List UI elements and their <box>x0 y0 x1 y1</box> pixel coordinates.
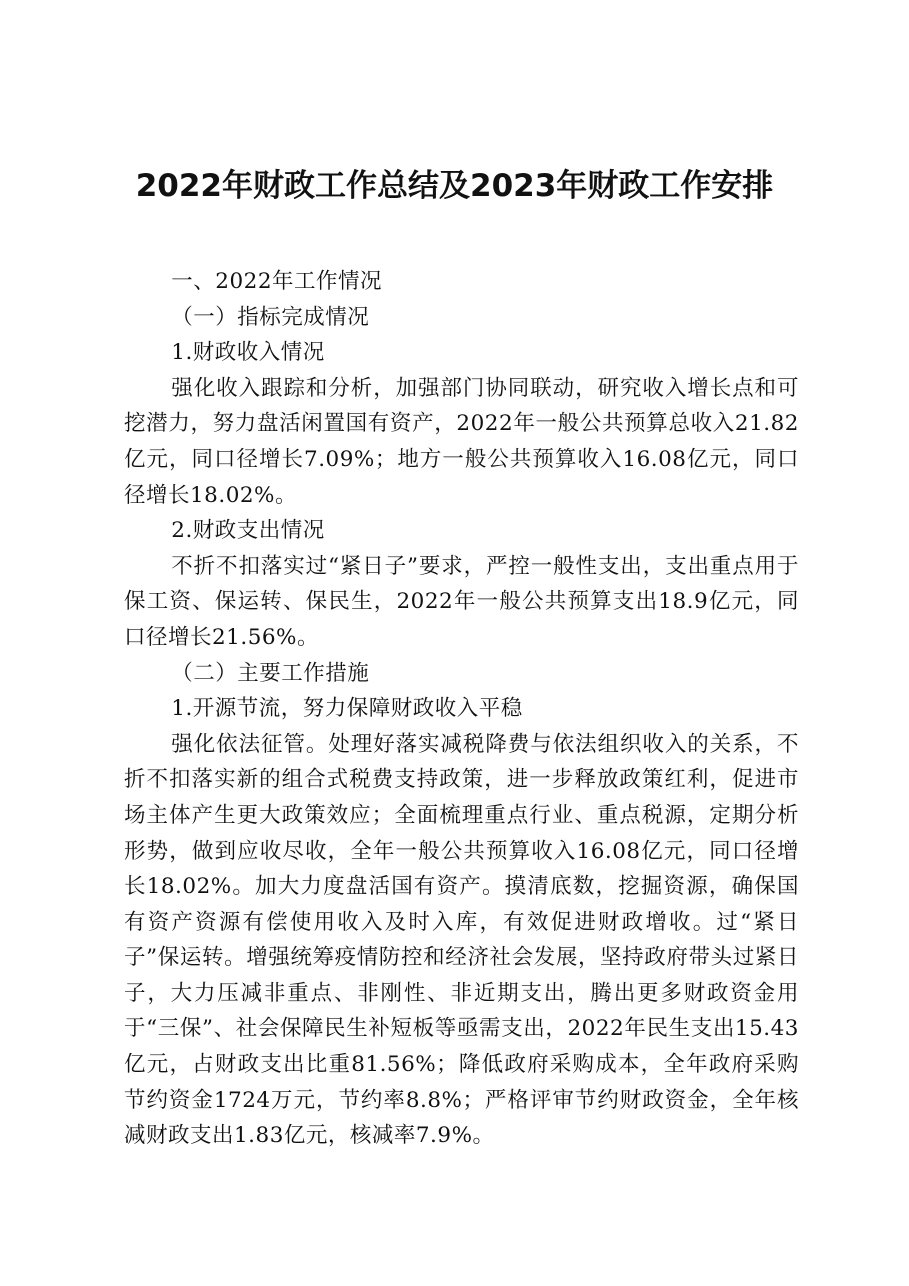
body-paragraph: 强化依法征管。处理好落实减税降费与依法组织收入的关系，不折不扣落实新的组合式税费支持政策，进一步释放政策红利，促进市场主体产生更大政策效应；全面梳理重点行业、重点税源，定期分析形势，做到应收尽收，全年一般公共预算收入16.08亿元，同口径增长18.02%。加大力度盘活国有资产。摸清底数，挖掘资源，确保国有资产资源有偿使用收入及时入库，有效促进财政增收。过“紧日子”保运转。增强统筹疫情防控和经济社会发展，坚持政府带头过紧日子，大力压减非重点、非刚性、非近期支出，腾出更多财政资金用于“三保”、社会保障民生补短板等亟需支出，2022年民生支出15.43亿元，占财政支出比重81.56%；降低政府采购成本，全年政府采购节约资金1724万元，节约率8.8%；严格评审节约财政资金，全年核减财政支出1.83亿元，核减率7.9%。 <box>124 731 799 1149</box>
document-title: 2022年财政工作总结及2023年财政工作安排 <box>135 168 774 204</box>
subsection-heading: （一）指标完成情况 <box>171 304 370 330</box>
body-paragraph: 不折不扣落实过“紧日子”要求，严控一般性支出，支出重点用于保工资、保运转、保民生，2022年一般公共预算支出18.9亿元，同口径增长21.56%。 <box>124 553 799 650</box>
subsection-heading: （二）主要工作措施 <box>171 660 370 686</box>
body-paragraph: 强化收入跟踪和分析，加强部门协同联动，研究收入增长点和可挖潜力，努力盘活闲置国有资产，2022年一般公共预算总收入21.82亿元，同口径增长7.09%；地方一般公共预算收入16.08亿元，同口径增长18.02%。 <box>124 375 799 508</box>
item-heading: 1.财政收入情况 <box>171 340 325 366</box>
document-body <box>124 264 799 1154</box>
section-heading: 一、2022年工作情况 <box>171 269 383 294</box>
item-heading: 1.开源节流，努力保障财政收入平稳 <box>171 696 523 722</box>
item-heading: 2.财政支出情况 <box>171 518 325 544</box>
